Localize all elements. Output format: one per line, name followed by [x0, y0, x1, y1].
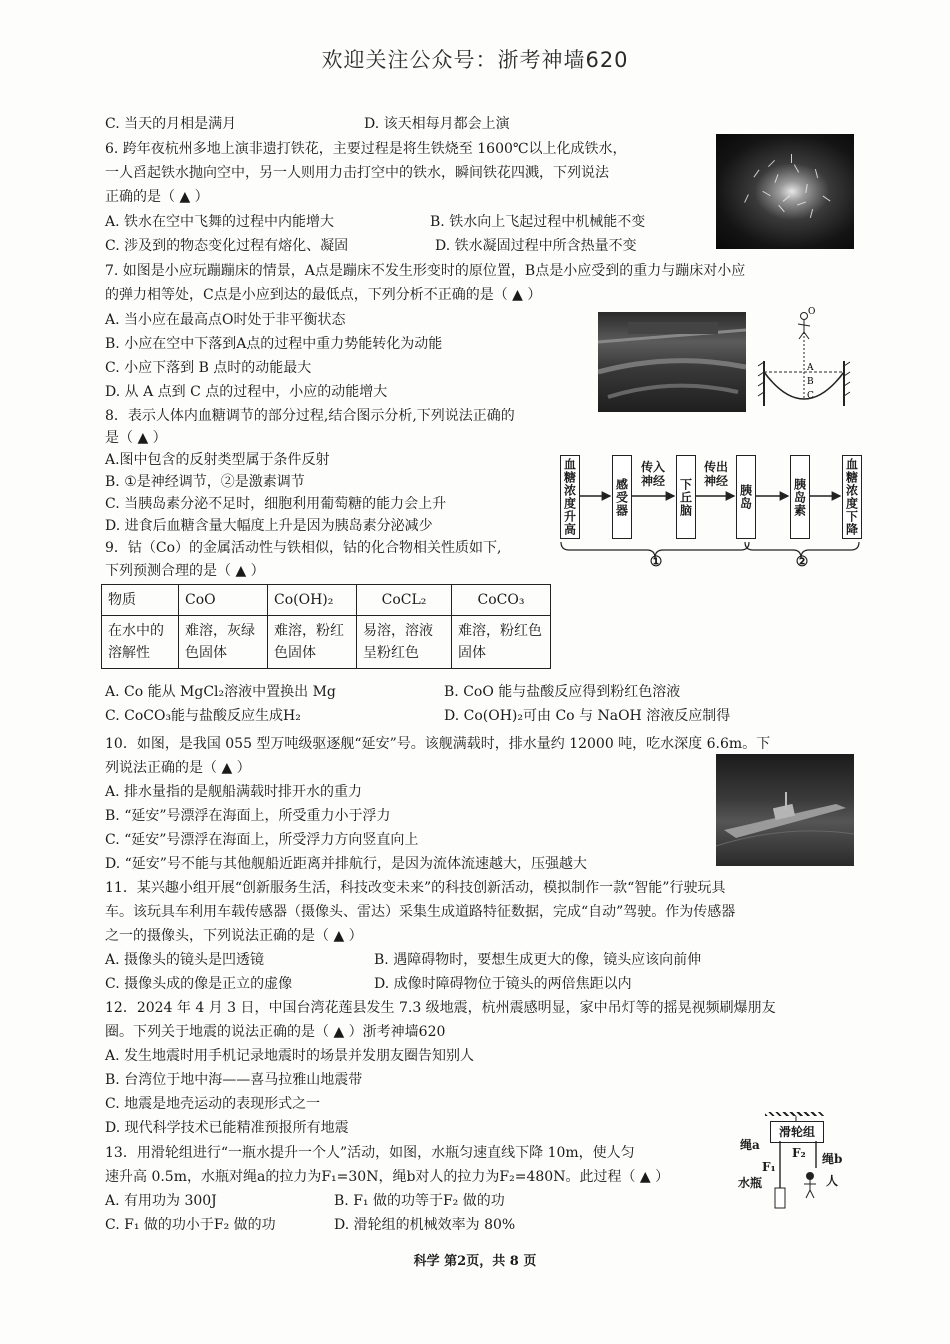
text-line-q10C: C. “延安”号漂浮在海面上，所受浮力方向竖直向上	[105, 832, 419, 848]
table-cell: 在水中的溶解性	[102, 616, 179, 669]
destroyer-silhouette	[716, 754, 854, 866]
text-line-q8D: D. 进食后血糖含量大幅度上升是因为胰岛素分泌减少	[105, 518, 433, 534]
arrow-label-afferent: 传入神经	[640, 460, 665, 488]
trampoline-photo-lines	[598, 312, 746, 412]
text-line-q9optC: C. CoCO₃能与盐酸反应生成H₂	[105, 708, 301, 724]
text-line-q6C: C. 涉及到的物态变化过程有熔化、凝固	[105, 238, 349, 254]
text-line-q13C: C. F₁ 做的功小于F₂ 做的功	[105, 1217, 276, 1233]
table-cell: 易溶，溶液呈粉红色	[357, 616, 452, 669]
text-line-q13b: 速升高 0.5m，水瓶对绳a的拉力为F₁=30N，绳b对人的拉力为F₂=480N。此过程（ ▲ ）	[105, 1169, 670, 1185]
text-line-q11D: D. 成像时障碍物位于镜头的两倍焦距以内	[374, 976, 632, 992]
text-line-q7a: 7. 如图是小应玩蹦蹦床的情景，A点是蹦床不发生形变时的原位置，B点是小应受到的重力与蹦床对小应	[105, 263, 746, 279]
text-line-q5d: D. 该天相每月都会上演	[364, 116, 510, 132]
arrow-label-efferent: 传出神经	[703, 460, 728, 488]
text-line-q9optD: D. Co(OH)₂可由 Co 与 NaOH 溶液反应制得	[444, 708, 731, 724]
text-line-q8C: C. 当胰岛素分泌不足时，细胞利用葡萄糖的能力会上升	[105, 496, 447, 512]
text-line-q11B: B. 遇障碍物时，要想生成更大的像，镜头应该向前伸	[374, 952, 702, 968]
table-header-cell: CoCO₃	[452, 585, 551, 616]
text-line-q11a: 11．某兴趣小组开展“创新服务生活，科技改变未来”的科技创新活动，模拟制作一款“智能”行驶玩具	[105, 880, 726, 896]
table-row	[102, 616, 551, 669]
flow-box-receptor: 感受器	[612, 455, 632, 539]
spark	[744, 194, 749, 203]
label-B: B	[807, 377, 814, 387]
label-O: O	[808, 307, 816, 317]
pulley-ropes	[740, 1116, 850, 1216]
text-line-q6B: B. 铁水向上飞起过程中机械能不变	[430, 214, 646, 230]
pulley-set-box: 滑轮组	[770, 1121, 824, 1143]
table-cell: 难溶，灰绿色固体	[179, 616, 268, 669]
page-header: 欢迎关注公众号：浙考神墙620	[321, 48, 629, 72]
text-line-q10D: D. “延安”号不能与其他舰船近距离并排航行，是因为流体流速越大，压强越大	[105, 856, 587, 872]
text-line-q6c: 正确的是（ ▲ ）	[105, 189, 209, 205]
text-line-q7B: B. 小应在空中下落到A点的过程中重力势能转化为动能	[105, 336, 443, 352]
f1-label: F₁	[762, 1160, 776, 1174]
spark	[778, 205, 785, 213]
text-line-q9optA: A. Co 能从 MgCl₂溶液中置换出 Mg	[105, 684, 336, 700]
text-line-q13a: 13．用滑轮组进行“一瓶水提升一个人”活动，如图，水瓶匀速直线下降 10m，使人匀	[105, 1145, 635, 1161]
rope-b-label: 绳b	[822, 1152, 843, 1166]
text-line-q13B: B. F₁ 做的功等于F₂ 做的功	[334, 1193, 505, 1209]
f2-label: F₂	[792, 1146, 806, 1160]
text-line-q8B: B. ①是神经调节，②是激素调节	[105, 474, 305, 490]
text-line-q12B: B. 台湾位于地中海——喜马拉雅山地震带	[105, 1072, 363, 1088]
table-header-row	[102, 585, 551, 616]
spark	[774, 174, 778, 183]
flow-box-islet: 胰岛	[736, 455, 756, 539]
text-line-q6a: 6. 跨年夜杭州多地上演非遗打铁花，主要过程是将生铁烧至 1600℃以上化成铁水，	[105, 141, 627, 157]
spark	[797, 201, 806, 205]
text-line-q7D: D. 从 A 点到 C 点的过程中，小应的动能增大	[105, 384, 388, 400]
text-line-q7C: C. 小应下落到 B 点时的动能最大	[105, 360, 312, 376]
spark	[815, 169, 818, 178]
table-header-cell: Co(OH)₂	[268, 585, 357, 616]
flow-box-insulin: 胰岛素	[790, 455, 810, 539]
text-line-q12A: A. 发生地震时用手机记录地震时的场景并发朋友圈告知别人	[105, 1048, 475, 1064]
text-line-q12a: 12．2024 年 4 月 3 日，中国台湾花莲县发生 7.3 级地震，杭州震感明显，家中吊灯等的摇晃视频刷爆朋友	[105, 1000, 776, 1016]
text-line-q13D: D. 滑轮组的机械效率为 80%	[334, 1217, 516, 1233]
table-header-cell: 物质	[102, 585, 179, 616]
text-line-q6A: A. 铁水在空中飞舞的过程中内能增大	[105, 214, 335, 230]
flow-box-sugar-rise: 血糖浓度升高	[560, 455, 580, 539]
flow-box-hypothalamus: 下丘脑	[676, 455, 696, 539]
person-label: 人	[826, 1174, 839, 1188]
iron-flower-photo	[716, 134, 854, 249]
trampoline-photo	[598, 312, 746, 412]
table-cell: 难溶，粉红色固体	[268, 616, 357, 669]
text-line-q8A: A.图中包含的反射类型属于条件反射	[105, 452, 330, 468]
text-line-q6D: D. 铁水凝固过程中所含热量不变	[435, 238, 637, 254]
spark	[805, 184, 808, 193]
spark	[768, 160, 775, 167]
text-line-q9b: 下列预测合理的是（ ▲ ）	[105, 563, 265, 579]
label-A: A	[807, 363, 814, 373]
text-line-q5c: C. 当天的月相是满月	[105, 116, 237, 132]
page-footer: 科学 第2页，共 8 页	[413, 1254, 537, 1269]
text-line-q11c: 之一的摄像头，下列说法正确的是（ ▲ ）	[105, 928, 363, 944]
text-line-q10A: A. 排水量指的是舰船满载时排开水的重力	[105, 784, 363, 800]
cobalt-properties-table	[101, 584, 551, 669]
text-line-q6b: 一人舀起铁水抛向空中，另一人则用力击打空中的铁水，瞬间铁花四溅，下列说法	[105, 165, 609, 181]
text-line-q10a: 10．如图，是我国 055 型万吨级驱逐舰“延安”号。该舰满载时，排水量约 12000 吨，吃水深度 6.6m。下	[105, 736, 771, 752]
label-C: C	[807, 391, 814, 401]
table-cell: 难溶，粉红色固体	[452, 616, 551, 669]
text-line-q7A: A. 当小应在最高点O时处于非平衡状态	[105, 312, 346, 328]
bracket-label-1: ①	[649, 554, 663, 570]
text-line-q12b: 圈。下列关于地震的说法正确的是（ ▲ ）浙考神墙620	[105, 1024, 446, 1040]
spark	[791, 154, 792, 163]
bracket-label-2: ②	[795, 554, 809, 570]
spark	[810, 209, 813, 218]
trampoline-diagram	[756, 306, 852, 418]
text-line-q11A: A. 摄像头的镜头是凹透镜	[105, 952, 265, 968]
flow-box-sugar-drop: 血糖浓度下降	[842, 455, 862, 539]
text-line-q11C: C. 摄像头成的像是正立的虚像	[105, 976, 293, 992]
destroyer-photo	[716, 754, 854, 866]
text-line-q10B: B. “延安”号漂浮在海面上，所受重力小于浮力	[105, 808, 391, 824]
spark	[823, 196, 831, 202]
text-line-q10b: 列说法正确的是（ ▲ ）	[105, 760, 251, 776]
text-line-q13A: A. 有用功为 300J	[105, 1193, 217, 1209]
text-line-q9optB: B. CoO 能与盐酸反应得到粉红色溶液	[444, 684, 681, 700]
text-line-q12D: D. 现代科学技术已能精准预报所有地震	[105, 1120, 349, 1136]
table-header-cell: CoCL₂	[357, 585, 452, 616]
spark	[794, 164, 799, 172]
table-header-cell: CoO	[179, 585, 268, 616]
spark	[754, 170, 760, 178]
text-line-q8a: 8．表示人体内血糖调节的部分过程,结合图示分析,下列说法正确的	[105, 408, 515, 424]
flow-arrows	[555, 450, 870, 575]
text-line-q12C: C. 地震是地壳运动的表现形式之一	[105, 1096, 321, 1112]
text-line-q9a: 9．钴（Co）的金属活动性与铁相似，钴的化合物相关性质如下,	[105, 540, 502, 556]
spark	[783, 195, 791, 202]
text-line-q8b: 是（ ▲ ）	[105, 430, 167, 446]
rope-a-label: 绳a	[740, 1138, 760, 1152]
spark	[762, 191, 770, 196]
bottle-label: 水瓶	[738, 1176, 763, 1190]
text-line-q11b: 车。该玩具车利用车载传感器（摄像头、雷达）采集生成道路特征数据，完成“自动”驾驶。作为传感器	[105, 904, 736, 920]
text-line-q7b: 的弹力相等处，C点是小应到达的最低点，下列分析不正确的是（ ▲ ）	[105, 287, 542, 303]
